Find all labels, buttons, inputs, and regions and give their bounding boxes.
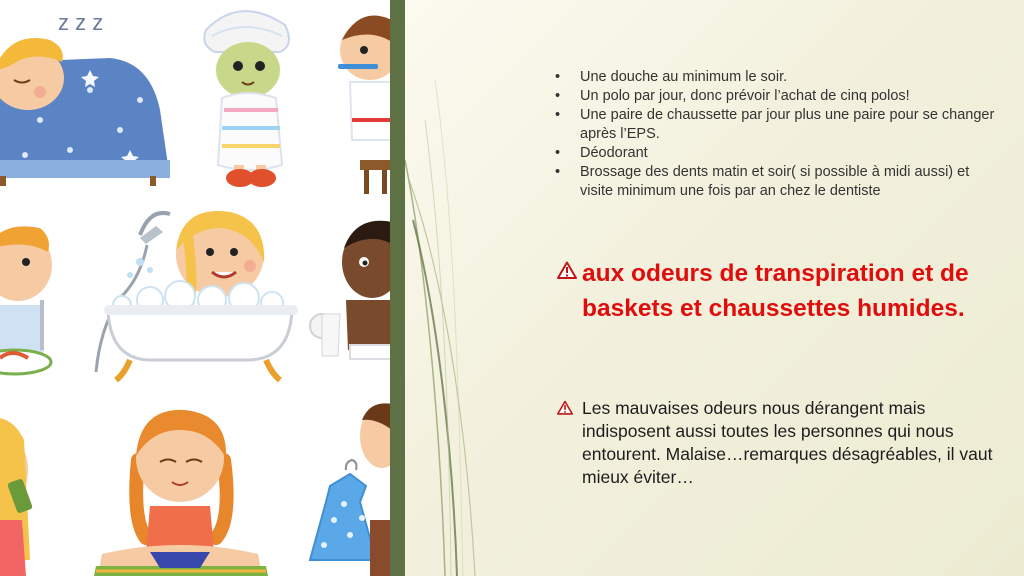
bullet-item: [555, 106, 995, 144]
bathtub-child-illustration: [96, 211, 298, 380]
accent-divider-bar: [390, 0, 405, 576]
bullet-text: Une paire de chaussette par jour plus une paire pour se changer après l’EPS.: [580, 107, 995, 142]
odor-note-text: Les mauvaises odeurs nous dérangent mais indisposent aussi toutes les personnes qui nous entourent. Malaise…remarques désagréables, il vaut mieux éviter…: [582, 398, 993, 487]
odor-warning-heading: [557, 256, 1017, 326]
bullet-dot: •: [555, 88, 561, 104]
bullet-text: Une douche au minimum le soir.: [580, 69, 788, 85]
bullet-dot: •: [555, 107, 561, 123]
dress-child-illustration: [310, 403, 390, 576]
bullet-text: Un polo par jour, donc prévoir l’achat de cinq polos!: [580, 88, 910, 104]
bullet-item: [555, 87, 995, 106]
hygiene-illustrations: [0, 0, 390, 576]
odor-warning-note: [557, 397, 1017, 489]
eating-child-illustration: [0, 226, 52, 374]
bullet-dot: •: [555, 69, 561, 85]
bullet-text: Déodorant: [580, 145, 648, 161]
meditating-child-illustration: [94, 410, 268, 576]
combing-child-illustration: [0, 418, 33, 576]
bullet-item: [555, 144, 995, 163]
toothbrush-child-illustration: [338, 16, 390, 195]
bullet-text: Brossage des dents matin et soir( si possible à midi aussi) et visite minimum une fois par an chez le dentiste: [580, 164, 970, 199]
bullet-item: [555, 163, 995, 201]
sleeping-child-illustration: [0, 10, 170, 186]
bullet-item: [555, 68, 995, 87]
odor-warning-text: aux odeurs de transpiration et de baskets et chaussettes humides.: [582, 260, 969, 322]
toilet-child-illustration: [310, 221, 390, 359]
bullet-dot: •: [555, 145, 561, 161]
hygiene-bullet-list: [555, 68, 995, 201]
illustration-collage: [0, 0, 390, 576]
warning-triangle-icon: [557, 400, 573, 415]
sleep-zzz: z z z: [58, 10, 104, 35]
bullet-dot: •: [555, 164, 561, 180]
towel-child-illustration: [204, 11, 289, 187]
warning-triangle-icon: [557, 261, 577, 279]
